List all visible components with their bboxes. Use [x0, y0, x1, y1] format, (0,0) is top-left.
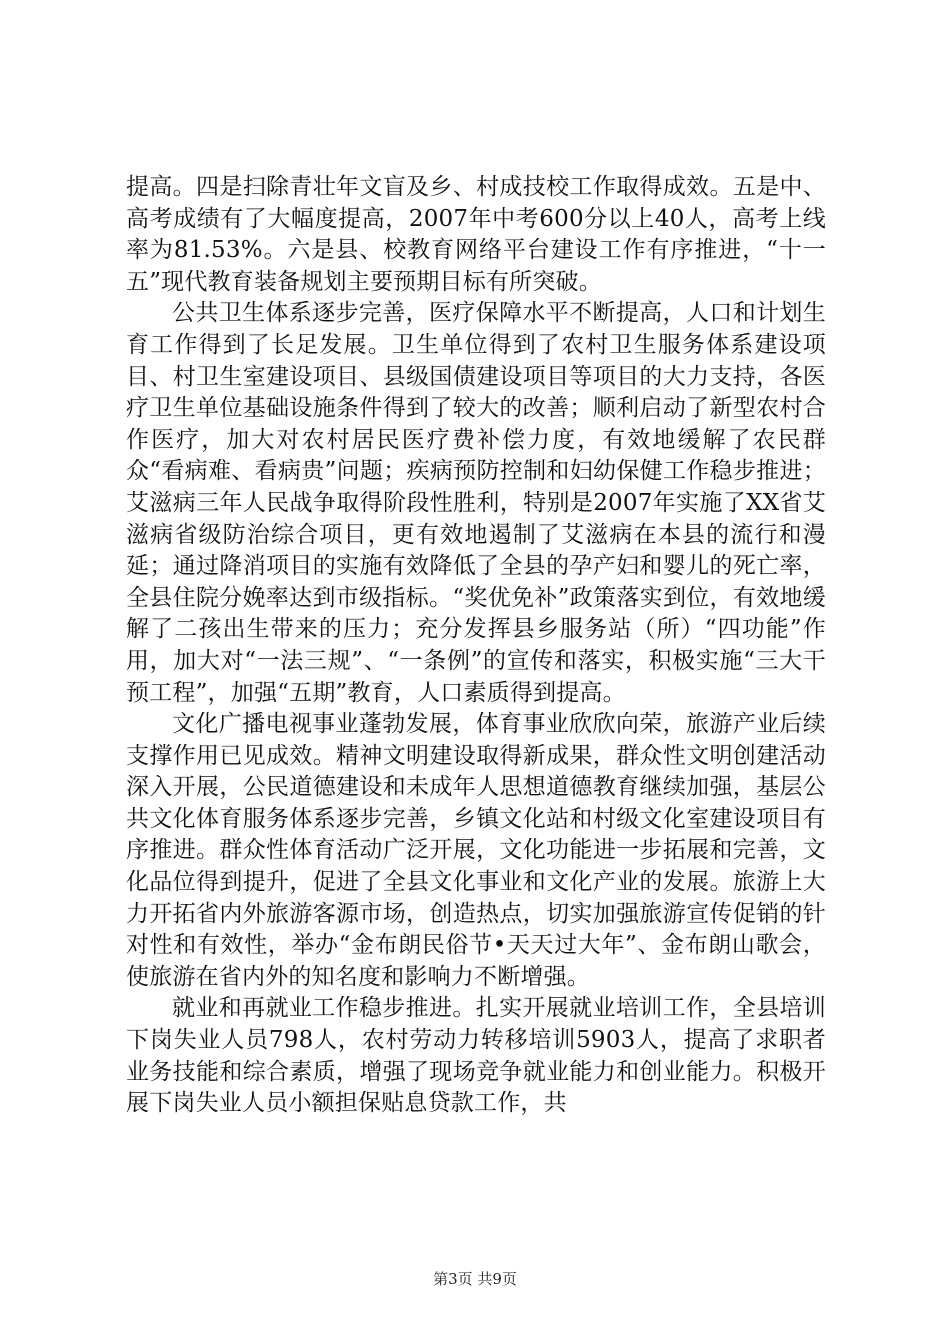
document-body — [126, 172, 826, 1120]
paragraph-1: 提高。四是扫除青壮年文盲及乡、村成技校工作取得成效。五是中、高考成绩有了大幅度提高，2007年中考600分以上40人，高考上线率为81.53%。六是县、校教育网络平台建设工作有序推进，“十一五”现代教育装备规划主要预期目标有所突破。 — [126, 174, 826, 295]
paragraph-3: 文化广播电视事业蓬勃发展，体育事业欣欣向荣，旅游产业后续支撑作用已见成效。精神文明建设取得新成果，群众性文明创建活动深入开展，公民道德建设和未成年人思想道德教育继续加强，基层公共文化体育服务体系逐步完善，乡镇文化站和村级文化室建设项目有序推进。群众性体育活动广泛开展，文化功能进一步拓展和完善，文化品位得到提升，促进了全县文化事业和文化产业的发展。旅游上大力开拓省内外旅游客源市场，创造热点，切实加强旅游宣传促销的针对性和有效性，举办“金布朗民俗节•天天过大年”、金布朗山歌会，使旅游在省内外的知名度和影响力不断增强。 — [126, 711, 826, 990]
page-footer: 第3页 共9页 — [433, 1270, 517, 1288]
paragraph-4: 就业和再就业工作稳步推进。扎实开展就业培训工作，全县培训下岗失业人员798人，农村劳动力转移培训5903人，提高了求职者业务技能和综合素质，增强了现场竞争就业能力和创业能力。积极开展下岗失业人员小额担保贴息贷款工作，共 — [126, 995, 826, 1117]
paragraph-2: 公共卫生体系逐步完善，医疗保障水平不断提高，人口和计划生育工作得到了长足发展。卫生单位得到了农村卫生服务体系建设项目、村卫生室建设项目、县级国债建设项目等项目的大力支持，各医疗卫生单位基础设施条件得到了较大的改善；顺利启动了新型农村合作医疗，加大对农村居民医疗费补偿力度，有效地缓解了农民群众“看病难、看病贵”问题；疾病预防控制和妇幼保健工作稳步推进；艾滋病三年人民战争取得阶段性胜利，特别是2007年实施了XX省艾滋病省级防治综合项目，更有效地遏制了艾滋病在本县的流行和漫延；通过降消项目的实施有效降低了全县的孕产妇和婴儿的死亡率，全县住院分娩率达到市级指标。“奖优免补”政策落实到位，有效地缓解了二孩出生带来的压力；充分发挥县乡服务站（所）“四功能”作用，加大对“一法三规”、“一条例”的宣传和落实，积极实施“三大干预工程”，加强“五期”教育，人口素质得到提高。 — [126, 300, 826, 706]
